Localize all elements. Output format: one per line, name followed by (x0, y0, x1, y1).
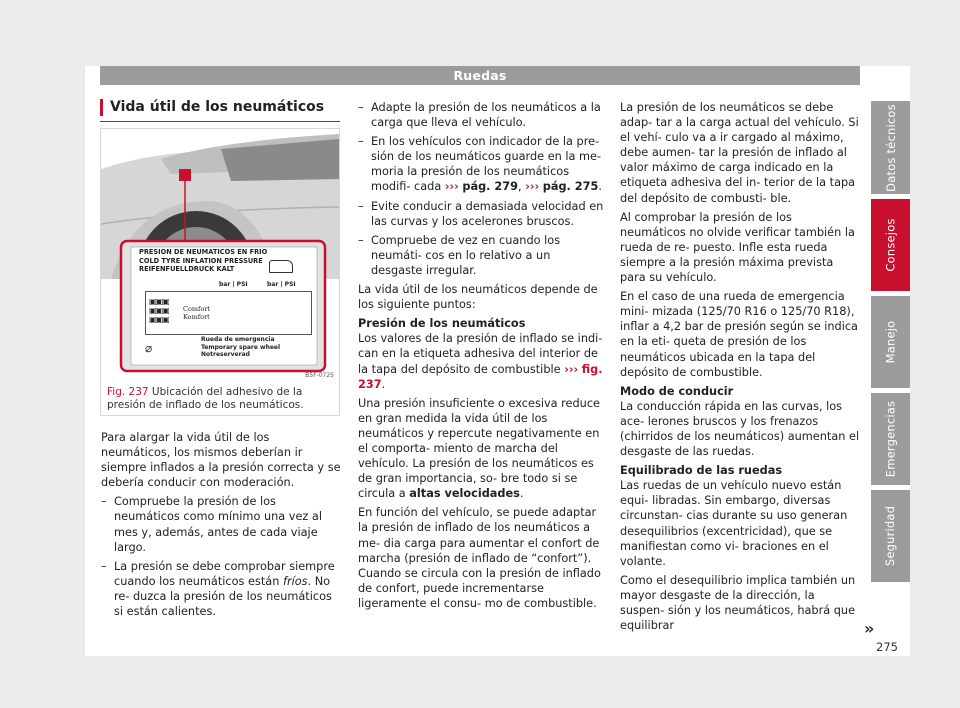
col3-para-3: En el caso de una rueda de emergencia mini- mizada (125/70 R16 o 125/70 R18), inflar a 4,2 bar de presión según se indica en la eti- queta de presión de los neumáticos ubicada en la tapa del depósito de combustible. (620, 290, 858, 379)
tab-emergencias[interactable]: Emergencias (871, 393, 910, 485)
tab-consejos[interactable]: Consejos (871, 199, 910, 291)
section-title: Vida útil de los neumáticos (100, 99, 324, 116)
spare-label: Rueda de emergencia Temporary spare wheel Notreserverad (201, 336, 281, 358)
column-2 (358, 100, 604, 615)
heading-presion: Presión de los neumáticos (358, 317, 526, 331)
col2-para-4: En función del vehículo, se puede adaptar la presión de inflado de los neumáticos a me- dia carga para aumentar el confort de marcha (presión de inflado de “confort”). Cuando se circula con la presión de inflado de confort, puede incrementarse ligeramente el consu- mo de combustible. (358, 506, 601, 610)
figure-code: B5F-0725 (305, 372, 334, 379)
label-col1: bar | PSI (219, 281, 248, 288)
label-heading: PRESION DE NEUMATICOS EN FRIO COLD TYRE INFLATION PRESSURE REIFENFUELLDRUCK KALT (139, 248, 268, 273)
tab-datos-tecnicos[interactable]: Datos técnicos (871, 101, 910, 194)
heading-modo: Modo de conducir (620, 384, 734, 398)
heading-equilibrado: Equilibrado de las ruedas (620, 464, 783, 478)
figure-caption: Fig. 237 Ubicación del adhesivo de la presión de inflado de los neumáticos. (107, 386, 304, 411)
load-row-icons: ▣▣▣ ▣▣▣ ▣▣▣ (149, 297, 169, 324)
ref-fig-237[interactable]: fig. 237 (358, 362, 603, 391)
col3-para-5: Las ruedas de un vehículo nuevo están equi- libradas. Sin embargo, diversas circunstan- cias durante su uso generan desequilibrios (excentricidad), que se manifiestan como vi- braciones en el volante. (620, 479, 848, 568)
col3-para-4: La conducción rápida en las curvas, los ace- lerones bruscos y los frenazos (chirridos de los neumáticos) aumentan el desgaste de las ruedas. (620, 399, 860, 459)
tab-manejo[interactable]: Manejo (871, 296, 910, 388)
col2-bullet-3: – Evite conducir a demasiada velocidad en las curvas y los acelerones bruscos. (358, 199, 604, 229)
title-rule (100, 121, 340, 122)
fuel-flap-marker (179, 169, 191, 181)
continue-arrow-icon: » (864, 619, 875, 638)
ref-pag-279[interactable]: pág. 279 (462, 180, 518, 194)
label-col2: bar | PSI (267, 281, 296, 288)
column-3 (620, 100, 860, 637)
col2-bullet-1: – Adapte la presión de los neumáticos a la carga que lleva el vehículo. (358, 100, 604, 130)
pressure-table (145, 291, 312, 335)
column-1 (101, 430, 341, 623)
ref-pag-275[interactable]: pág. 275 (542, 180, 599, 194)
col2-bullet-2: – En los vehículos con indicador de la pre- sión de los neumáticos guarde en la me- moria la presión de los neumáticos modifi- cada ››› pág. 279, ››› pág. 275. (358, 134, 604, 194)
page-number: 275 (876, 640, 898, 654)
col2-para-3: Una presión insuficiente o excesiva reduce en gran medida la vida útil de los neumáticos y repercute negativamente en el comporta- miento de marcha del vehículo. La presión de los neumáticos es de gran importancia, so- bre todo si se circula a altas velocidades. (358, 396, 601, 501)
col2-bullet-4: – Compruebe de vez en cuando los neumáti- cos en lo relativo a un desgaste irregular. (358, 233, 604, 278)
car-photo (101, 129, 339, 381)
col2-para-2: Los valores de la presión de inflado se indi- can en la etiqueta adhesiva del interior de la tapa del depósito de combustible ››› fig. 237. (358, 332, 603, 391)
col2-para-1: La vida útil de los neumáticos depende de los siguiente puntos: (358, 283, 598, 312)
chapter-header: Ruedas (100, 66, 860, 85)
spare-wheel-icon: ⌀ (145, 341, 153, 355)
comfort-label: Comfort Komfort (183, 305, 211, 321)
tab-seguridad[interactable]: Seguridad (871, 490, 910, 582)
col3-para-2: Al comprobar la presión de los neumáticos no olvide verificar también la rueda de re- puesto. Infle esta rueda siempre a la presión máxima prevista para su vehículo. (620, 210, 855, 285)
col1-bullet-1: – Compruebe la presión de los neumáticos como mínimo una vez al mes y, además, antes de cada viaje largo. (101, 494, 341, 554)
col1-intro: Para alargar la vida útil de los neumáticos, los mismos deberían ir siempre inflados a la presión correcta y se debería conducir con moderación. (101, 431, 341, 490)
car-pictogram-icon (269, 260, 293, 273)
col3-para-1: La presión de los neumáticos se debe adap- tar a la carga actual del vehículo. Si el vehí- culo va a ir cargado al máximo, debe aumen- tar la presión de inflado al valor máximo de carga indicado en la etiqueta adhesiva del in- terior de la tapa del depósito de combusti- ble. (620, 101, 859, 205)
col1-bullet-2: – La presión se debe comprobar siempre cuando los neumáticos están fríos. No re- duzca la presión de los neumáticos si están calientes. (101, 559, 341, 619)
col3-para-6: Como el desequilibrio implica también un mayor desgaste de la dirección, la suspen- sión y los neumáticos, habrá que equilibrar (620, 573, 856, 633)
figure-tire-label (100, 128, 340, 416)
